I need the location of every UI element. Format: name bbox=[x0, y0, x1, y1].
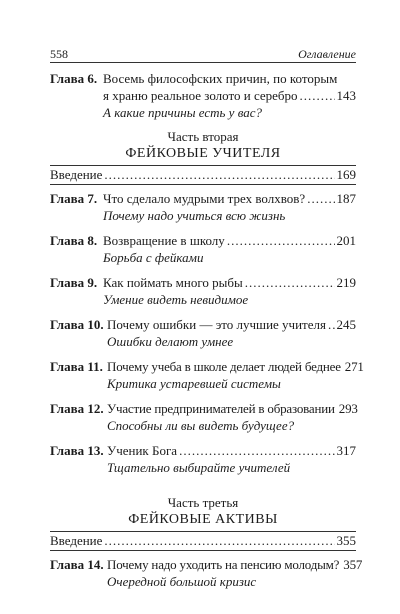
chapter-subtitle: Ошибки делают умнее bbox=[107, 334, 234, 349]
chapter-subtitle: Умение видеть невидимое bbox=[103, 292, 249, 307]
chapter-label: Глава 6. bbox=[50, 71, 98, 86]
intro-page: 169 bbox=[336, 167, 356, 182]
chapter-page: 317 bbox=[336, 443, 356, 458]
chapter-label: Глава 9. bbox=[50, 275, 98, 290]
chapter-title: Почему надо уходить на пенсию молодым? bbox=[107, 557, 340, 572]
chapter-page: 187 bbox=[336, 191, 356, 206]
dot-leader bbox=[328, 316, 335, 333]
chapter-label: Глава 12. bbox=[50, 401, 104, 416]
part-two-heading bbox=[50, 128, 356, 163]
part-rule bbox=[50, 550, 356, 551]
chapter-title: Возвращение в школу bbox=[103, 233, 225, 248]
chapter-page: 143 bbox=[336, 88, 356, 103]
chapter-subtitle: Тщательно выбирайте учителей bbox=[107, 460, 291, 475]
running-header bbox=[50, 46, 356, 63]
header-title: Оглавление bbox=[298, 47, 356, 61]
chapter-label: Глава 14. bbox=[50, 557, 104, 572]
chapter-subtitle: А какие причины есть у вас? bbox=[103, 105, 263, 120]
chapter-subtitle: Почему надо учиться всю жизнь bbox=[103, 208, 286, 223]
chapter-title: Как поймать много рыбы bbox=[103, 275, 243, 290]
chapter-title: Почему ошибки — это лучшие учителя bbox=[107, 317, 326, 332]
chapter-page: 219 bbox=[336, 275, 356, 290]
chapter-subtitle: Очередной большой кризис bbox=[107, 574, 257, 589]
dot-leader bbox=[104, 532, 334, 549]
part-label: Часть третья bbox=[167, 495, 239, 510]
dot-leader bbox=[179, 442, 334, 459]
chapter-title: Участие предпринимателей в образовании bbox=[107, 401, 335, 416]
intro-title: Введение bbox=[50, 167, 103, 182]
chapter-title: Ученик Бога bbox=[107, 443, 178, 458]
chapter-subtitle: Борьба с фейками bbox=[103, 250, 204, 265]
chapter-label: Глава 7. bbox=[50, 191, 98, 206]
chapter-page: 357 bbox=[343, 557, 363, 572]
chapter-label: Глава 13. bbox=[50, 443, 104, 458]
chapter-title: Что сделало мудрыми трех волхвов? bbox=[103, 191, 306, 206]
part-label: Часть вторая bbox=[167, 129, 239, 144]
chapter-page: 293 bbox=[338, 401, 358, 416]
dot-leader bbox=[245, 274, 335, 291]
toc-entry-part2-intro[interactable] bbox=[50, 166, 356, 183]
chapter-title-line: Восемь философских причин, по которым bbox=[103, 71, 338, 86]
toc-entry-part3-intro[interactable] bbox=[50, 532, 356, 549]
chapter-page: 201 bbox=[336, 233, 356, 248]
chapter-subtitle: Способны ли вы видеть будущее? bbox=[107, 418, 295, 433]
part-title: ФЕЙКОВЫЕ АКТИВЫ bbox=[128, 512, 278, 527]
dot-leader bbox=[104, 166, 334, 183]
dot-leader bbox=[307, 190, 334, 207]
chapter-title: Почему учеба в школе делает людей беднее bbox=[107, 359, 341, 374]
chapter-title-line: я храню реальное золото и серебро bbox=[103, 88, 298, 103]
chapter-page: 271 bbox=[344, 359, 364, 374]
part-rule bbox=[50, 184, 356, 185]
chapter-page: 245 bbox=[336, 317, 356, 332]
chapter-label: Глава 8. bbox=[50, 233, 98, 248]
chapter-subtitle: Критика устаревшей системы bbox=[107, 376, 281, 391]
intro-title: Введение bbox=[50, 533, 103, 548]
intro-page: 355 bbox=[336, 533, 356, 548]
dot-leader bbox=[227, 232, 335, 249]
page-number: 558 bbox=[50, 47, 68, 61]
part-title: ФЕЙКОВЫЕ УЧИТЕЛЯ bbox=[125, 146, 281, 161]
chapter-label: Глава 10. bbox=[50, 317, 104, 332]
chapter-label: Глава 11. bbox=[50, 359, 103, 374]
dot-leader bbox=[300, 87, 335, 104]
part-three-heading bbox=[50, 494, 356, 529]
